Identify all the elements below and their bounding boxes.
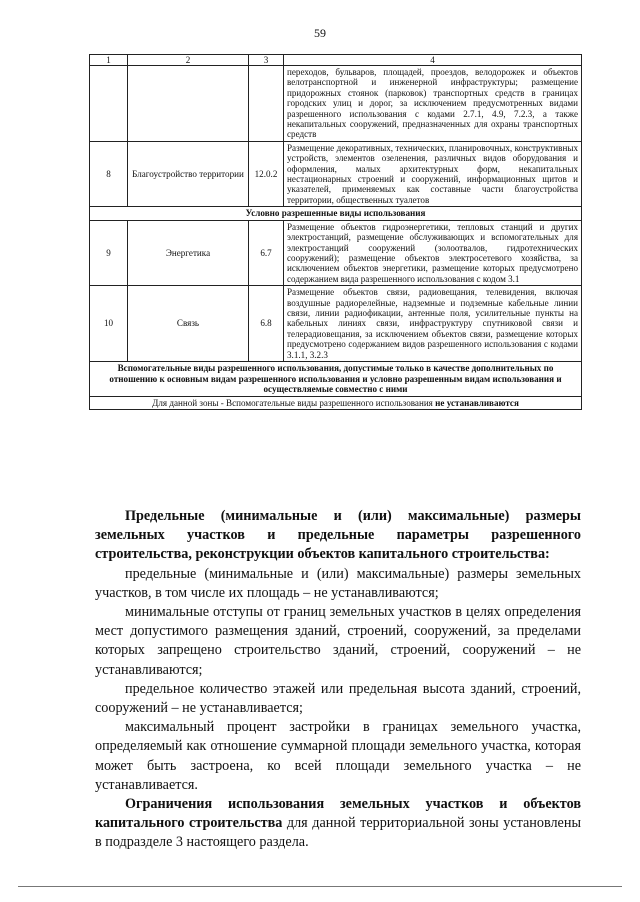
header-col-1: 1 <box>90 55 128 66</box>
page-bottom-divider <box>18 886 622 887</box>
paragraph: максимальный процент застройки в границах земельного участка, определяемый как отношение суммарной площади земельного участка, которая может быть застроена, ко всей площади земельного участка – не устанавливается. <box>95 719 581 793</box>
row-name: Связь <box>128 286 249 362</box>
continuation-description: переходов, бульваров, площадей, проездов, велодорожек и объектов велотранспортной и инженерной инфраструктуры; размещение придорожных стоянок (парковок) транспортных средств в границах городских улиц и дорог, за исключением предусмотренных видами разрешенного использования с кодами 2.7.1, 4.9, 7.2.3, а также некапитальных сооружений, предназначенных для охраны транспортных средств <box>284 66 582 142</box>
table-row <box>90 220 582 285</box>
section-row <box>90 207 582 220</box>
row-code: 12.0.2 <box>249 141 284 206</box>
body-text <box>95 507 581 853</box>
row-code: 6.7 <box>249 220 284 285</box>
row-description: Размещение объектов связи, радиовещания, телевидения, включая воздушные радиорелейные, надземные и подземные кабельные линии связи, линии радиофикации, антенные поля, усилительные пункты на кабельных линиях связи, инфраструктуру спутниковой связи и телерадиовещания, за исключением объектов связи, размещение которых предусмотрено содержанием видов разрешенного использования с кодами 3.1.1, 3.2.3 <box>284 286 582 362</box>
table-row <box>90 66 582 142</box>
section-row <box>90 361 582 396</box>
row-number: 9 <box>90 220 128 285</box>
row-name: Энергетика <box>128 220 249 285</box>
header-col-4: 4 <box>284 55 582 66</box>
row-number: 8 <box>90 141 128 206</box>
header-col-2: 2 <box>128 55 249 66</box>
row-name: Благоустройство территории <box>128 141 249 206</box>
paragraph: предельные (минимальные и (или) максимальные) размеры земельных участков, в том числе их площадь – не устанавливаются; <box>95 565 581 601</box>
row-code: 6.8 <box>249 286 284 362</box>
auxiliary-note <box>90 396 582 409</box>
table-row <box>90 286 582 362</box>
auxiliary-note-bold: не устанавливаются <box>435 397 519 408</box>
section-heading: Предельные (минимальные и (или) максимальные) размеры земельных участков и предельные параметры разрешенного строительства, реконструкции объектов капитального строительства: <box>95 508 581 563</box>
page-number: 59 <box>314 26 326 40</box>
note-row <box>90 396 582 409</box>
auxiliary-note-text: Для данной зоны - Вспомогательные виды разрешенного использования <box>152 397 433 408</box>
header-col-3: 3 <box>249 55 284 66</box>
table-header-row <box>90 55 582 66</box>
row-number: 10 <box>90 286 128 362</box>
table-row <box>90 141 582 206</box>
restrictions-rest: для данной территориальной зоны установлены в подразделе 3 настоящего раздела. <box>95 815 581 851</box>
restrictions-bold: Ограничения использования земельных участков и объектов капитального строительства <box>95 796 581 832</box>
row-description: Размещение объектов гидроэнергетики, тепловых станций и других электростанций, размещение обслуживающих и вспомогательных для электростанций сооружений (золоотвалов, гидротехнических сооружений); размещение объектов электросетевого хозяйства, за исключением объектов энергетики, размещение которых предусмотрено содержанием вида разрешенного использования с кодом 3.1 <box>284 220 582 285</box>
conditional-uses-header: Условно разрешенные виды использования <box>90 207 582 220</box>
row-description: Размещение декоративных, технических, планировочных, конструктивных устройств, элементов озеленения, различных видов оборудования и оформления, малых архитектурных форм, некапитальных нестационарных строений и сооружений, информационных щитов и указателей, применяемых как составные части благоустройства территории, общественных туалетов <box>284 141 582 206</box>
paragraph <box>95 795 581 853</box>
land-use-table <box>89 54 582 410</box>
auxiliary-uses-header: Вспомогательные виды разрешенного использования, допустимые только в качестве дополнительных по отношению к основным видам разрешенного использования и условно разрешенным видам использования и осуществляемые совместно с ними <box>90 361 582 396</box>
paragraph: минимальные отступы от границ земельных участков в целях определения мест допустимого размещения зданий, строений, сооружений, за пределами которых запрещено строительство зданий, строений, сооружений – не устанавливаются; <box>95 604 581 678</box>
paragraph: предельное количество этажей или предельная высота зданий, строений, сооружений – не устанавливается; <box>95 680 581 717</box>
